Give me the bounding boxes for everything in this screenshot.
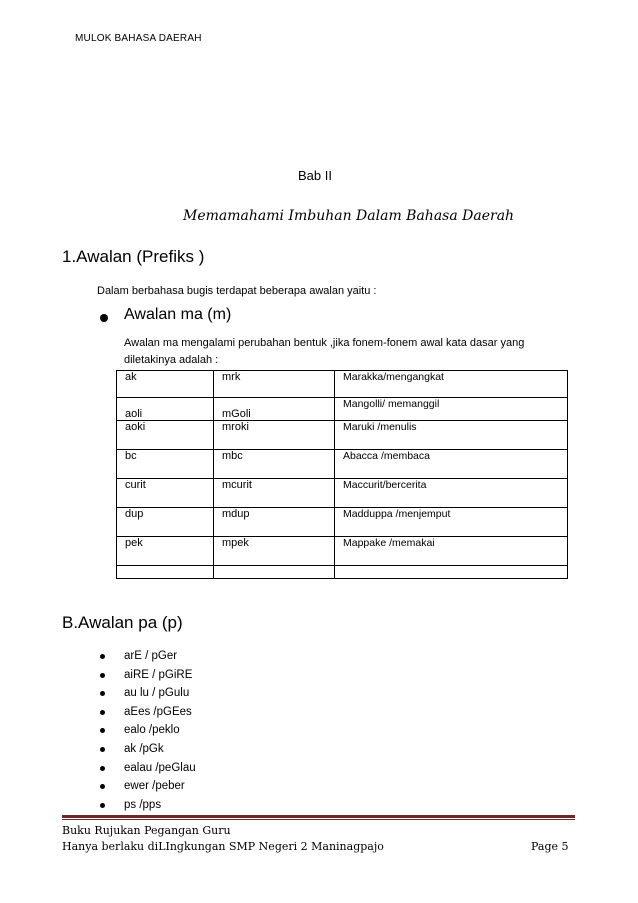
footer-rule-thick [62,815,575,818]
table-cell: Mangolli/ memanggil [335,398,568,421]
bullet-dot [100,314,108,322]
table-row [117,537,568,566]
table-row-empty [117,566,568,579]
table-cell: Marakka/mengangkat [335,371,568,398]
table-cell: Madduppa /menjemput [335,508,568,537]
awalan-pa-list [100,647,196,814]
page-number: Page 5 [531,840,569,853]
table-cell: ak [117,371,214,398]
chapter-subtitle: Memamahami Imbuhan Dalam Bahasa Daerah [183,208,515,224]
section-heading-prefix: 1.Awalan (Prefiks ) [62,247,205,266]
table-cell: Maccurit/bercerita [335,479,568,508]
table-cell: mrk [214,371,335,398]
running-header: MULOK BAHASA DAERAH [75,33,202,44]
list-item: ealo /peklo [100,721,196,740]
table-cell: curit [117,479,214,508]
section-heading-awalan-pa: B.Awalan pa (p) [62,613,183,632]
table-cell: bc [117,450,214,479]
list-item: au lu / pGulu [100,684,196,703]
footer-line-1: Buku Rujukan Pegangan Guru [62,824,231,837]
list-item: aiRE / pGiRE [100,666,196,685]
footer-rule-thin [62,819,575,820]
chapter-label: Bab II [298,168,332,183]
awalan-ma-table [116,370,568,579]
table-cell: mbc [214,450,335,479]
table-row [117,450,568,479]
table-row [117,479,568,508]
table-cell: aoki [117,421,214,450]
list-item: arE / pGer [100,647,196,666]
list-item: ps /pps [100,796,196,815]
intro-text: Dalam berbahasa bugis terdapat beberapa awalan yaitu : [97,285,377,297]
table-cell [335,566,568,579]
list-item: ewer /peber [100,777,196,796]
table-cell: Maruki /menulis [335,421,568,450]
paragraph-line-2: diletakinya adalah : [124,354,219,366]
bullet-awalan-ma: Awalan ma (m) [124,306,232,323]
table-cell: aoli [117,398,214,421]
table-cell: mcurit [214,479,335,508]
table-cell: dup [117,508,214,537]
list-item: ealau /peGlau [100,759,196,778]
paragraph-line-1: Awalan ma mengalami perubahan bentuk ,jika fonem-fonem awal kata dasar yang [124,337,525,349]
list-item: ak /pGk [100,740,196,759]
table-cell [214,566,335,579]
list-item: aEes /pGEes [100,703,196,722]
table-cell: mroki [214,421,335,450]
table-row [117,508,568,537]
table-row [117,421,568,450]
table-cell: mGoli [214,398,335,421]
table-cell: Mappake /memakai [335,537,568,566]
table-cell: pek [117,537,214,566]
table-row [117,371,568,398]
table-cell: Abacca /membaca [335,450,568,479]
table-cell: mdup [214,508,335,537]
footer-line-2: Hanya berlaku diLIngkungan SMP Negeri 2 Maninagpajo [62,840,384,853]
table-row [117,398,568,421]
table-cell: mpek [214,537,335,566]
table-cell [117,566,214,579]
